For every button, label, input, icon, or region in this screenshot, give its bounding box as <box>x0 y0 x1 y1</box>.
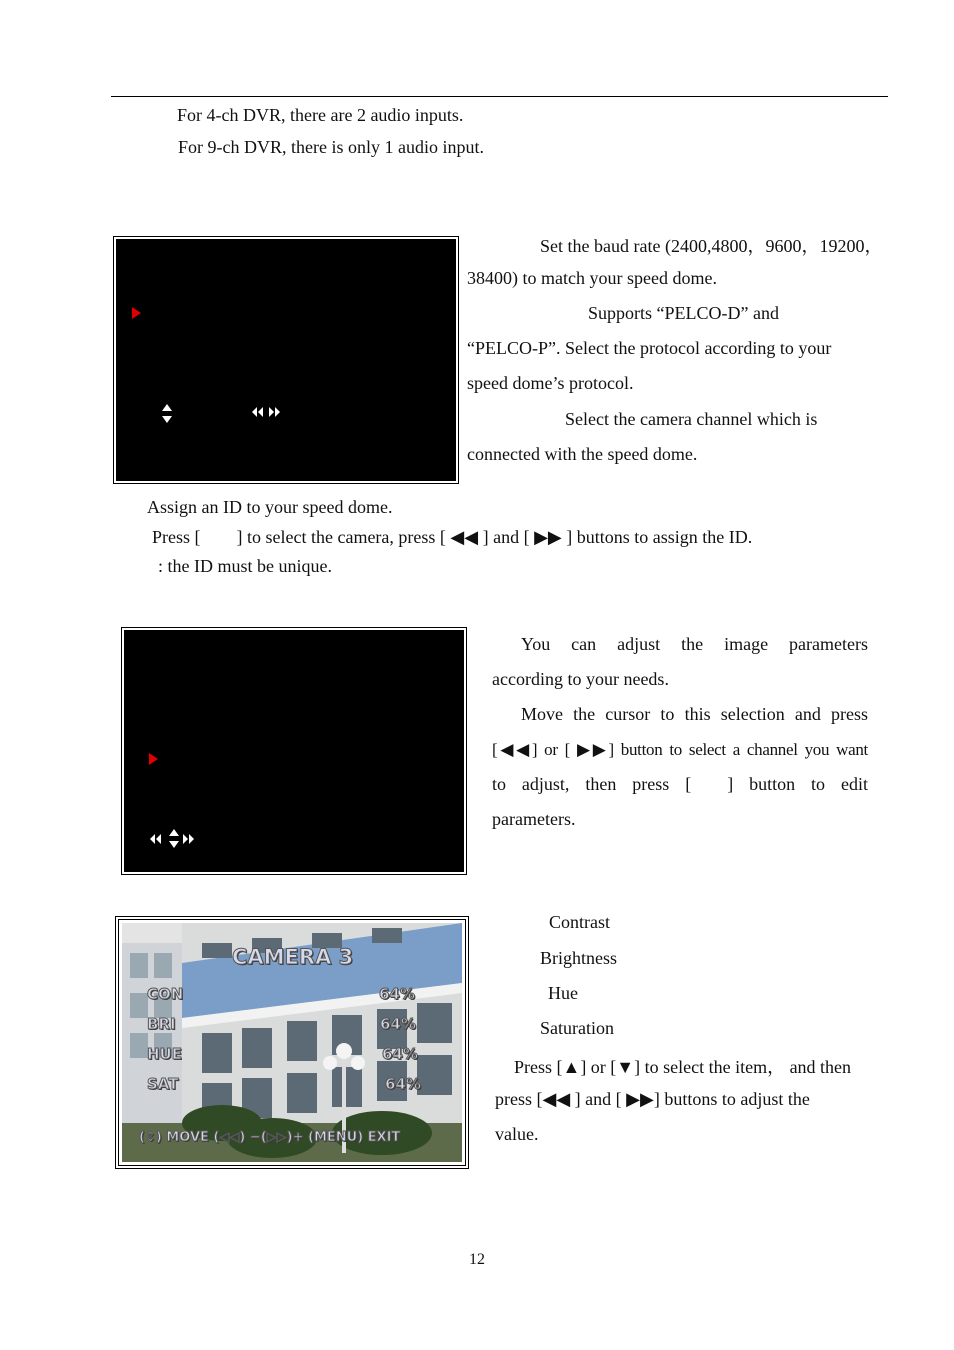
osd-con-value: 64% <box>379 985 415 1003</box>
protocol-line-2: “PELCO-P”. Select the protocol according to your <box>467 338 832 358</box>
camera-osd-screenshot <box>118 919 466 1166</box>
page-number: 12 <box>469 1251 485 1268</box>
ptz-menu-screen <box>116 239 456 481</box>
id-press-line <box>152 527 752 548</box>
osd-con-label: CON <box>147 985 184 1003</box>
param-press-line-3: value. <box>495 1124 539 1144</box>
image-desc-line-5: to adjust, then press [ ] button to edit <box>492 774 868 794</box>
left-right-icon <box>251 406 281 418</box>
image-description <box>492 627 868 837</box>
baud-rate-line-2: 38400) to match your speed dome. <box>467 268 717 288</box>
cursor-arrow-icon <box>149 753 158 765</box>
cursor-arrow-icon <box>132 307 141 319</box>
param-saturation: Saturation <box>540 1018 614 1038</box>
id-press-suffix: ] to select the camera, press [ ◀◀ ] and [ ▶▶ ] buttons to assign the ID. <box>236 527 753 547</box>
osd-footer-help: (⇕) MOVE (◁◁) −(▷▷)+ (MENU) EXIT <box>139 1130 401 1145</box>
protocol-line-1: Supports “PELCO-D” and <box>588 303 779 323</box>
param-contrast: Contrast <box>549 912 610 932</box>
param-press-line-1: Press [▲] or [▼] to select the item， and then <box>514 1057 852 1077</box>
osd-camera-title: CAMERA 3 <box>232 945 354 969</box>
baud-rate-line-1: Set the baud rate (2400,4800，9600，19200， <box>540 236 883 256</box>
header-rule <box>111 96 888 97</box>
image-desc-line-4: [◀◀] or [ ▶▶] button to select a channel you want <box>492 740 868 759</box>
building-photo <box>122 923 462 1162</box>
id-press-prefix: Press [ <box>152 527 201 547</box>
audio-9ch-line: For 9-ch DVR, there is only 1 audio input. <box>178 137 484 157</box>
audio-4ch-line: For 4-ch DVR, there are 2 audio inputs. <box>177 105 464 125</box>
param-press-line-2: press [◀◀ ] and [ ▶▶] buttons to adjust the <box>495 1089 810 1109</box>
channel-line-1: Select the camera channel which is <box>565 409 818 429</box>
osd-sat-value: 64% <box>385 1075 421 1093</box>
channel-line-2: connected with the speed dome. <box>467 444 698 464</box>
osd-bri-label: BRI <box>147 1015 176 1033</box>
osd-bri-value: 64% <box>380 1015 416 1033</box>
osd-hue-value: 64% <box>382 1045 418 1063</box>
protocol-line-3: speed dome’s protocol. <box>467 373 634 393</box>
image-desc-line-6: parameters. <box>492 809 576 829</box>
up-down-icon <box>161 403 173 425</box>
image-desc-line-3: Move the cursor to this selection and press <box>521 704 868 724</box>
image-menu-screen <box>124 630 464 872</box>
id-unique-note: : the ID must be unique. <box>158 556 332 576</box>
id-assign-line: Assign an ID to your speed dome. <box>147 497 393 517</box>
image-desc-line-1: You can adjust the image parameters <box>521 634 868 654</box>
param-brightness: Brightness <box>540 948 618 968</box>
param-hue: Hue <box>548 983 578 1003</box>
navigation-arrows-icon <box>149 828 199 850</box>
osd-hue-label: HUE <box>147 1045 182 1063</box>
image-desc-line-2: according to your needs. <box>492 669 669 689</box>
osd-sat-label: SAT <box>147 1075 179 1093</box>
